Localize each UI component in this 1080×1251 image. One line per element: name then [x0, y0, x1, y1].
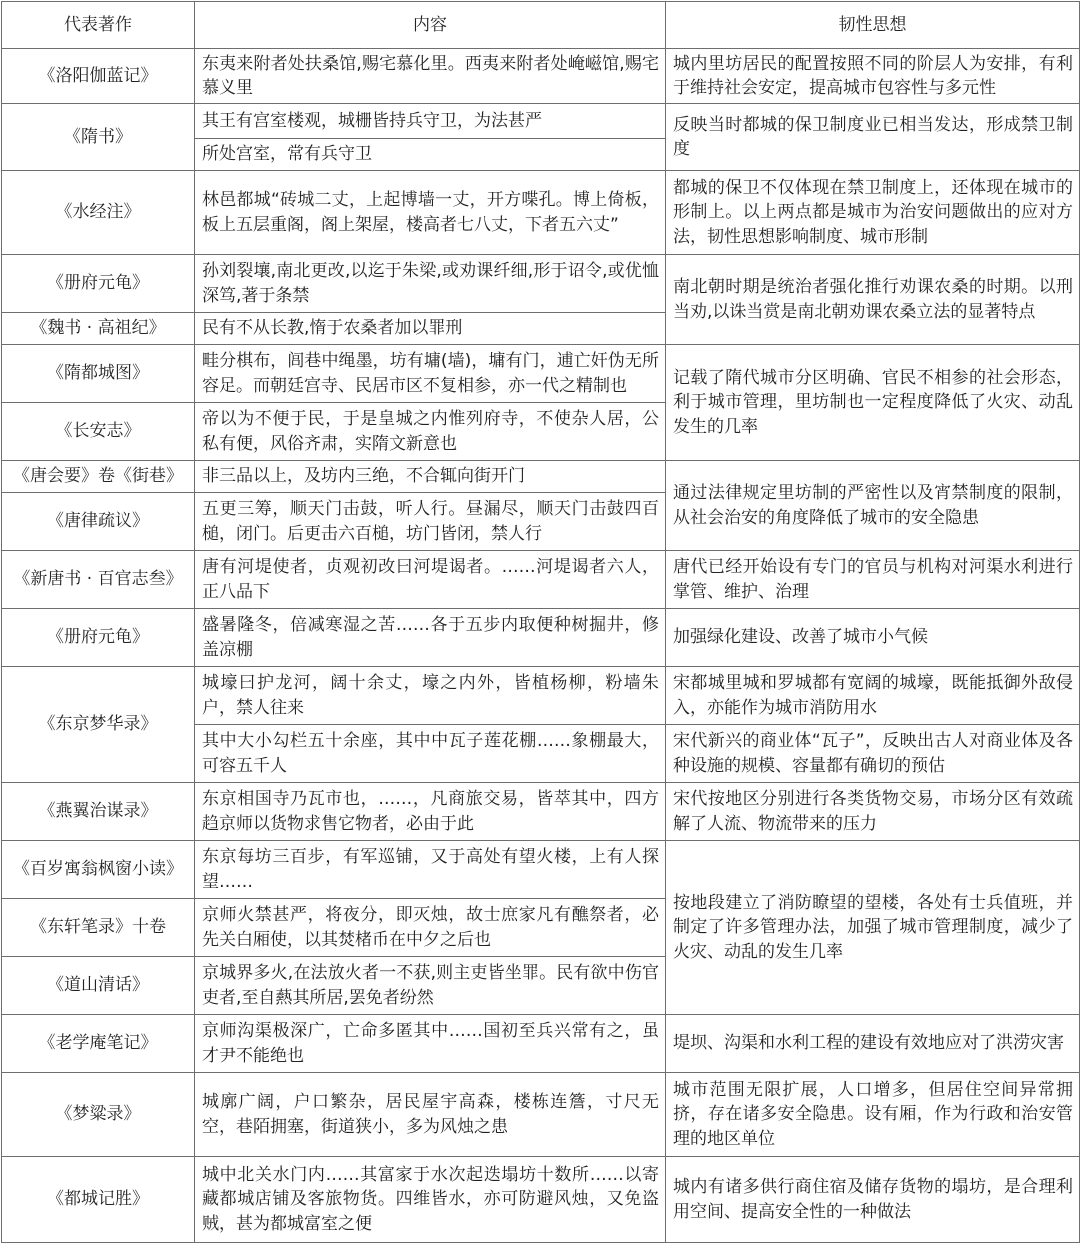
thought-cell: 唐代已经开始设有专门的官员与机构对河渠水利进行掌管、维护、治理 — [666, 551, 1080, 609]
thought-cell: 按地段建立了消防瞭望的望楼，各处有士兵值班，并制定了许多管理办法，加强了城市管理制度，减少了火灾、动乱的发生几率 — [666, 841, 1080, 1015]
work-cell: 《都城记胜》 — [2, 1157, 195, 1243]
thought-cell: 城内有诸多供行商住宿及储存货物的塌坊，是合理利用空间、提高安全性的一种做法 — [666, 1157, 1080, 1243]
work-cell: 《新唐书 · 百官志叁》 — [2, 551, 195, 609]
content-cell: 东京每坊三百步，有军巡铺，又于高处有望火楼，上有人探望…… — [195, 841, 666, 899]
thought-cell: 宋代新兴的商业体“瓦子”，反映出古人对商业体及各种设施的规模、容量都有确切的预估 — [666, 725, 1080, 783]
content-cell: 京城界多火,在法放火者一不获,则主吏皆坐罪。民有欲中伤官吏者,至自爇其所居,罢免者纷然 — [195, 957, 666, 1015]
content-cell: 其王有宫室楼观，城栅皆持兵守卫，为法甚严 — [195, 104, 666, 139]
work-cell: 《水经注》 — [2, 171, 195, 255]
content-cell: 城廓广阔，户口繁杂，居民屋宇高森，楼栋连簷，寸尺无空，巷陌拥塞，街道狭小，多为风烛之患 — [195, 1073, 666, 1157]
content-cell: 畦分棋布，闾巷中绳墨，坊有墉(墙)，墉有门，逋亡奸伪无所容足。而朝廷宫寺、民居市区不复相参，亦一代之精制也 — [195, 345, 666, 403]
table-row — [2, 255, 1080, 313]
content-cell: 东夷来附者处扶桑馆,赐宅慕化里。西夷来附者处崦嵫馆,赐宅慕义里 — [195, 49, 666, 104]
content-cell: 城壕曰护龙河，阔十余丈，壕之内外，皆植杨柳，粉墙朱户，禁人往来 — [195, 667, 666, 725]
literature-resilience-table — [1, 1, 1080, 1243]
header-thought: 韧性思想 — [666, 2, 1080, 49]
work-cell: 《洛阳伽蓝记》 — [2, 49, 195, 104]
thought-cell: 宋都城里城和罗城都有宽阔的城壕，既能抵御外敌侵入，亦能作为城市消防用水 — [666, 667, 1080, 725]
content-cell: 林邑都城“砖城二丈，上起博墙一丈，开方喋孔。博上倚板，板上五层重阁，阁上架屋，楼高者七八丈，下者五六丈” — [195, 171, 666, 255]
work-cell: 《长安志》 — [2, 403, 195, 461]
work-cell: 《道山清话》 — [2, 957, 195, 1015]
content-cell: 京师火禁甚严，将夜分，即灭烛，故士庶家凡有醮祭者，必先关白厢使，以其焚楮币在中夕之后也 — [195, 899, 666, 957]
thought-cell: 城市范围无限扩展，人口增多，但居住空间异常拥挤，存在诸多安全隐患。设有厢，作为行政和治安管理的地区单位 — [666, 1073, 1080, 1157]
thought-cell: 记载了隋代城市分区明确、官民不相参的社会形态，利于城市管理，里坊制也一定程度降低了火灾、动乱发生的几率 — [666, 345, 1080, 461]
content-cell: 所处宫室，常有兵守卫 — [195, 139, 666, 171]
work-cell: 《梦粱录》 — [2, 1073, 195, 1157]
table-row — [2, 345, 1080, 403]
table-row — [2, 49, 1080, 104]
work-cell: 《隋书》 — [2, 104, 195, 171]
content-cell: 五更三筹，顺天门击鼓，听人行。昼漏尽，顺天门击鼓四百槌，闭门。后更击六百槌，坊门皆闭，禁人行 — [195, 493, 666, 551]
thought-cell: 南北朝时期是统治者强化推行劝课农桑的时期。以刑当劝,以诛当赏是南北朝劝课农桑立法的显著特点 — [666, 255, 1080, 345]
content-cell: 民有不从长教,惰于农桑者加以罪刑 — [195, 313, 666, 345]
work-cell: 《东京梦华录》 — [2, 667, 195, 783]
header-row — [2, 2, 1080, 49]
work-cell: 《册府元龟》 — [2, 255, 195, 313]
content-cell: 非三品以上，及坊内三绝，不合辄向街开门 — [195, 461, 666, 493]
work-cell: 《魏书 · 高祖纪》 — [2, 313, 195, 345]
work-cell: 《百岁寓翁枫窗小读》 — [2, 841, 195, 899]
thought-cell: 通过法律规定里坊制的严密性以及宵禁制度的限制，从社会治安的角度降低了城市的安全隐患 — [666, 461, 1080, 551]
thought-cell: 反映当时都城的保卫制度业已相当发达，形成禁卫制度 — [666, 104, 1080, 171]
table-row — [2, 667, 1080, 725]
table-row — [2, 104, 1080, 139]
content-cell: 唐有河堤使者，贞观初改曰河堤谒者。……河堤谒者六人，正八品下 — [195, 551, 666, 609]
table-row — [2, 1073, 1080, 1157]
table-row — [2, 461, 1080, 493]
table-row — [2, 551, 1080, 609]
content-cell: 其中大小勾栏五十余座，其中中瓦子莲花棚……象棚最大，可容五千人 — [195, 725, 666, 783]
thought-cell: 宋代按地区分别进行各类货物交易，市场分区有效疏解了人流、物流带来的压力 — [666, 783, 1080, 841]
content-cell: 东京相国寺乃瓦市也，……，凡商旅交易，皆萃其中，四方趋京师以货物求售它物者，必由于此 — [195, 783, 666, 841]
work-cell: 《东轩笔录》十卷 — [2, 899, 195, 957]
content-cell: 帝以为不便于民，于是皇城之内惟列府寺，不使杂人居，公私有便，风俗齐肃，实隋文新意也 — [195, 403, 666, 461]
work-cell: 《册府元龟》 — [2, 609, 195, 667]
work-cell: 《隋都城图》 — [2, 345, 195, 403]
content-cell: 盛暑隆冬，倍减寒湿之苦……各于五步内取便种树掘井，修盖凉棚 — [195, 609, 666, 667]
table-row — [2, 783, 1080, 841]
content-cell: 京师沟渠极深广，亡命多匿其中……国初至兵兴常有之，虽才尹不能绝也 — [195, 1015, 666, 1073]
thought-cell: 都城的保卫不仅体现在禁卫制度上，还体现在城市的形制上。以上两点都是城市为治安问题做出的应对方法，韧性思想影响制度、城市形制 — [666, 171, 1080, 255]
work-cell: 《燕翼治谋录》 — [2, 783, 195, 841]
header-content: 内容 — [195, 2, 666, 49]
work-cell: 《老学庵笔记》 — [2, 1015, 195, 1073]
table-row — [2, 1157, 1080, 1243]
header-work: 代表著作 — [2, 2, 195, 49]
table-row — [2, 1015, 1080, 1073]
thought-cell: 堤坝、沟渠和水利工程的建设有效地应对了洪涝灾害 — [666, 1015, 1080, 1073]
table-row — [2, 609, 1080, 667]
work-cell: 《唐会要》卷《街巷》 — [2, 461, 195, 493]
thought-cell: 城内里坊居民的配置按照不同的阶层人为安排，有利于维持社会安定，提高城市包容性与多元性 — [666, 49, 1080, 104]
thought-cell: 加强绿化建设、改善了城市小气候 — [666, 609, 1080, 667]
table-row — [2, 841, 1080, 899]
content-cell: 城中北关水门内……其富家于水次起迭塌坊十数所……以寄藏都城店铺及客旅物货。四维皆水，亦可防避风烛，又免盗贼，甚为都城富室之便 — [195, 1157, 666, 1243]
work-cell: 《唐律疏议》 — [2, 493, 195, 551]
table-row — [2, 171, 1080, 255]
content-cell: 孙刘裂壤,南北更改,以迄于朱梁,或劝课纤细,形于诏令,或优恤深笃,著于条禁 — [195, 255, 666, 313]
